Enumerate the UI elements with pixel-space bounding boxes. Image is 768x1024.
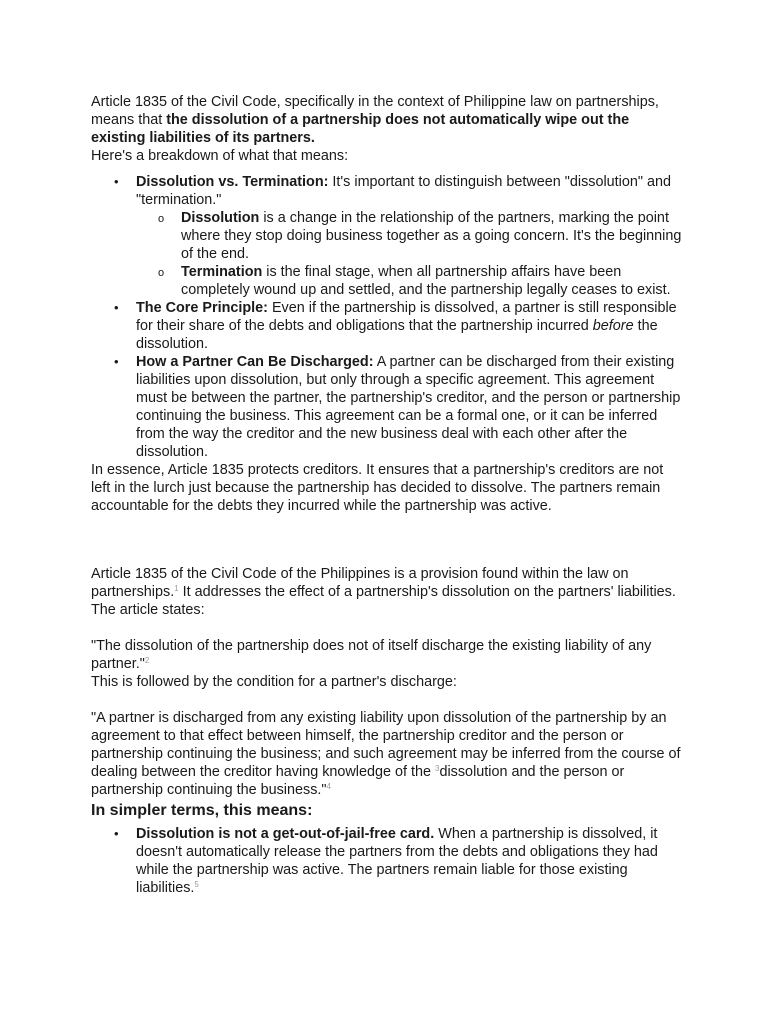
- simpler-terms-list: [91, 825, 683, 897]
- intro-text: Article 1835 of the Civil Code, specifically in the context of Philippine law on partnerships, means that: [91, 94, 659, 128]
- quote-paragraph: [91, 637, 683, 673]
- list-item-heading: Dissolution is not a get-out-of-jail-free card.: [136, 826, 435, 842]
- list-item-text: It's important to distinguish between "dissolution" and "termination.": [136, 174, 671, 208]
- document-body: [91, 93, 683, 897]
- list-item-heading: How a Partner Can Be Discharged:: [136, 354, 374, 370]
- list-item: [91, 299, 683, 353]
- footnote-ref[interactable]: 4: [326, 782, 331, 791]
- quote-text: "A partner is discharged from any existing liability upon dissolution of the partnership by an agreement to that effect between himself, the partnership creditor and the person or partnership continuing the business; and such agreement may be inferred from the course of dealing between the creditor having knowledge of the: [91, 710, 681, 780]
- article-states-line: The article states:: [91, 602, 205, 618]
- quote-text: dissolution and the person or partnership continuing the business.": [91, 764, 625, 798]
- list-item-text: A partner can be discharged from their existing liabilities upon dissolution, but only through a specific agreement. This agreement must be between the partner, the partnership's creditor, and the person or partnership continuing the business. This agreement can be a formal one, or it can be inferred from the way the creditor and the new business deal with each other after the dissolution.: [136, 354, 681, 460]
- sub-item-heading: Termination: [181, 264, 263, 280]
- footnote-ref[interactable]: 3: [435, 764, 440, 773]
- footnote-ref[interactable]: 5: [194, 880, 199, 889]
- section-intro-text: It addresses the effect of a partnership's dissolution on the partners' liabilities.: [178, 584, 676, 600]
- section-intro-text: Article 1835 of the Civil Code of the Philippines is a provision found within the law on partnerships.: [91, 566, 629, 600]
- sub-list-item: [136, 209, 683, 263]
- essence-paragraph: In essence, Article 1835 protects creditors. It ensures that a partnership's creditors are not left in the lurch just because the partnership has decided to dissolve. The partners remain accountable for the debts they incurred while the partnership was active.: [91, 462, 664, 514]
- quote-paragraph: [91, 709, 683, 799]
- list-item-heading: The Core Principle:: [136, 300, 268, 316]
- breakdown-line: Here's a breakdown of what that means:: [91, 148, 349, 164]
- footnote-ref[interactable]: 1: [174, 584, 179, 593]
- list-item-heading: Dissolution vs. Termination:: [136, 174, 329, 190]
- breakdown-list: [91, 173, 683, 461]
- sub-item-text: is a change in the relationship of the partners, marking the point where they stop doing business together as a going concern. It's the beginning of the end.: [181, 210, 682, 262]
- section-two: [91, 565, 683, 897]
- section-intro-paragraph: [91, 565, 683, 601]
- footnote-ref[interactable]: 2: [144, 656, 150, 665]
- condition-line: This is followed by the condition for a partner's discharge:: [91, 674, 457, 690]
- sub-item-heading: Dissolution: [181, 210, 260, 226]
- list-item: [91, 353, 683, 461]
- intro-paragraph: [91, 93, 683, 147]
- list-item: [91, 825, 683, 897]
- section-heading: In simpler terms, this means:: [91, 802, 313, 819]
- quote-text: "The dissolution of the partnership does not of itself discharge the existing liability of any partner.": [91, 638, 652, 672]
- list-item-text: When a partnership is dissolved, it doesn't automatically release the partners from the debts and obligations they had while the partnership was active. The partners remain liable for those existing liabilities.: [136, 826, 658, 896]
- list-item-text: Even if the partnership is dissolved, a partner is still responsible for their share of the debts and obligations that the partnership incurred: [136, 300, 677, 334]
- sub-list-item: [136, 263, 683, 299]
- list-item-text: the dissolution.: [136, 318, 658, 352]
- sub-list: [136, 209, 683, 299]
- sub-item-text: is the final stage, when all partnership affairs have been completely wound up and settled, and the partnership legally ceases to exist.: [181, 264, 671, 298]
- intro-bold-text: the dissolution of a partnership does not automatically wipe out the existing liabilities of its partners.: [91, 112, 630, 146]
- list-item-italic: before: [592, 318, 634, 334]
- list-item: [91, 173, 683, 299]
